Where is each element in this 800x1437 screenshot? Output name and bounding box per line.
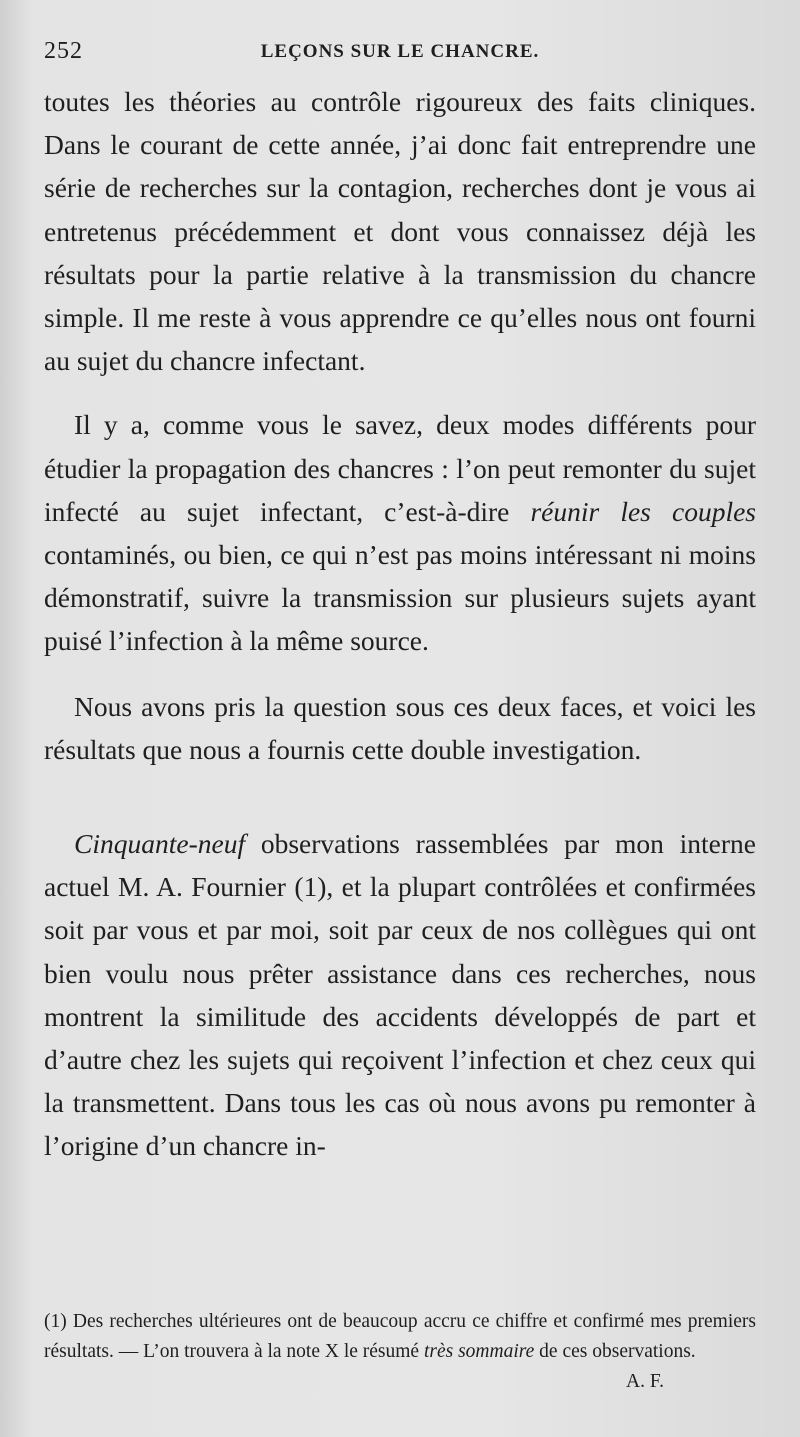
- paragraph-2-italic: réunir les couples: [530, 495, 756, 527]
- footnote-text-a: (1) Des recherches ultérieures ont de beaucoup accru ce chiffre et confirmé mes premiers résultats. — L’on trouvera à la note X le résumé: [44, 1311, 756, 1362]
- footnote-text-b: de ces observations.: [534, 1341, 696, 1362]
- paragraph-3-text: Nous avons pris la question sous ces deux faces, et voici les résultats que nous a fournis cette double investigation.: [44, 690, 756, 765]
- page-number: 252: [44, 38, 83, 64]
- footnote: [44, 1307, 756, 1397]
- footnote-signature: A. F.: [626, 1371, 664, 1392]
- paragraph-4: [44, 822, 756, 1168]
- paragraph-3: [44, 685, 756, 771]
- paragraph-1: [44, 80, 756, 382]
- paragraph-2-text-a: Il y a, comme vous le savez, deux modes différents pour étudier la propagation des chancres : l’on peut remonter du sujet infecté au sujet infectant, c’est-à-dire: [44, 409, 756, 527]
- page-header: [0, 38, 800, 68]
- body-text: [44, 80, 756, 1168]
- running-title: LEÇONS SUR LE CHANCRE.: [260, 41, 540, 62]
- footnote-italic: très sommaire: [423, 1341, 535, 1362]
- paragraph-4-italic: Cinquante-neuf: [74, 828, 246, 860]
- paragraph-2-text-b: contaminés, ou bien, ce qui n’est pas moins intéressant ni moins démonstratif, suivre la transmission sur plusieurs sujets ayant puisé l’infection à la même source.: [44, 539, 756, 657]
- paragraph-4-text: observations rassemblées par mon interne actuel M. A. Fournier (1), et la plupart contrôlées et confirmées soit par vous et par moi, soit par ceux de nos collègues qui ont bien voulu nous prêter assistance dans ces recherches, nous montrent la similitude des accidents développés de part et d’autre chez les sujets qui reçoivent l’infection et chez ceux qui la transmettent. Dans tous les cas où nous avons pu remonter à l’origine d’un chancre in-: [44, 828, 756, 1162]
- paragraph-1-text: toutes les théories au contrôle rigoureux des faits cliniques. Dans le courant de cette année, j’ai donc fait entreprendre une série de recherches sur la contagion, recherches dont je vous ai entretenus précédemment et dont vous connaissez déjà les résultats pour la partie relative à la transmission du chancre simple. Il me reste à vous apprendre ce qu’elles nous ont fourni au sujet du chancre infectant.: [44, 86, 756, 377]
- paragraph-2: [44, 403, 756, 662]
